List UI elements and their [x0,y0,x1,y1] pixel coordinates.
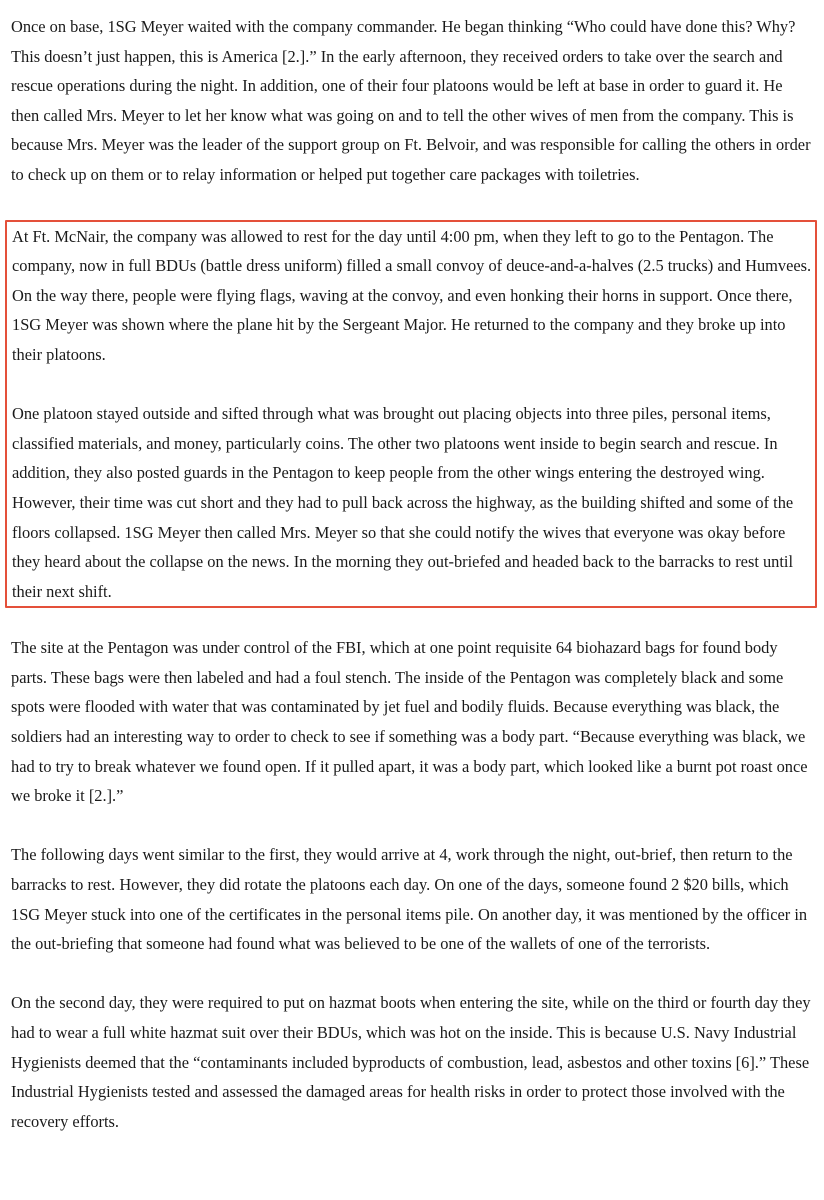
highlighted-passage [5,220,817,609]
paragraph-hazmat: On the second day, they were required to put on hazmat boots when entering the site, while on the third or fourth day they had to wear a full white hazmat suit over their BDUs, which was hot on the inside. This is because U.S. Navy Industrial Hygienists deemed that the “contaminants included byproducts of combustion, lead, asbestos and other toxins [6].” These Industrial Hygienists tested and assessed the damaged areas for health risks in order to protect those involved with the recovery efforts. [11,993,811,1131]
paragraph-return-to-base: Once on base, 1SG Meyer waited with the company commander. He began thinking “Who could have done this? Why? This doesn’t just happen, this is America [2.].” In the early afternoon, they received orders to take over the search and rescue operations during the night. In addition, one of their four platoons would be left at base in order to guard it. He then called Mrs. Meyer to let her know what was going on and to tell the other wives of men from the company. This is because Mrs. Meyer was the leader of the support group on Ft. Belvoir, and was responsible for calling the others in order to check up on them or to relay information or helped put together care packages with toiletries. [11,17,811,184]
paragraph-following-days: The following days went similar to the first, they would arrive at 4, work through the night, out-brief, then return to the barracks to rest. However, they did rotate the platoons each day. On one of the days, someone found 2 $20 bills, which 1SG Meyer stuck into one of the certificates in the personal items pile. On another day, it was mentioned by the officer in the out-briefing that someone had found what was believed to be one of the wallets of one of the terrorists. [11,845,808,954]
paragraph-ft-mcnair: At Ft. McNair, the company was allowed to rest for the day until 4:00 pm, when they left to go to the Pentagon. The company, now in full BDUs (battle dress uniform) filled a small convoy of deuce-and-a-halves (2.5 trucks) and Humvees. On the way there, people were flying flags, waving at the convoy, and even honking their horns in support. Once there, 1SG Meyer was shown where the plane hit by the Sergeant Major. He returned to the company and they broke up into their platoons. [12,226,812,364]
paragraph-platoon-duties: One platoon stayed outside and sifted through what was brought out placing objects into three piles, personal items, classified materials, and money, particularly coins. The other two platoons went inside to begin search and rescue. In addition, they also posted guards in the Pentagon to keep people from the other wings entering the destroyed wing. However, their time was cut short and they had to pull back across the highway, as the building shifted and some of the floors collapsed. 1SG Meyer then called Mrs. Meyer so that she could notify the wives that everyone was okay before they heard about the collapse on the news. In the morning they out-briefed and headed back to the barracks to rest until their next shift. [12,404,794,601]
paragraph-pentagon-site: The site at the Pentagon was under control of the FBI, which at one point requisite 64 biohazard bags for found body parts. These bags were then labeled and had a foul stench. The inside of the Pentagon was completely black and some spots were flooded with water that was contaminated by jet fuel and bodily fluids. Because everything was black, the soldiers had an interesting way to order to check to see if something was a body part. “Because everything was black, we had to try to break whatever we found open. If it pulled apart, it was a body part, which looked like a burnt pot roast once we broke it [2.].” [11,638,808,806]
